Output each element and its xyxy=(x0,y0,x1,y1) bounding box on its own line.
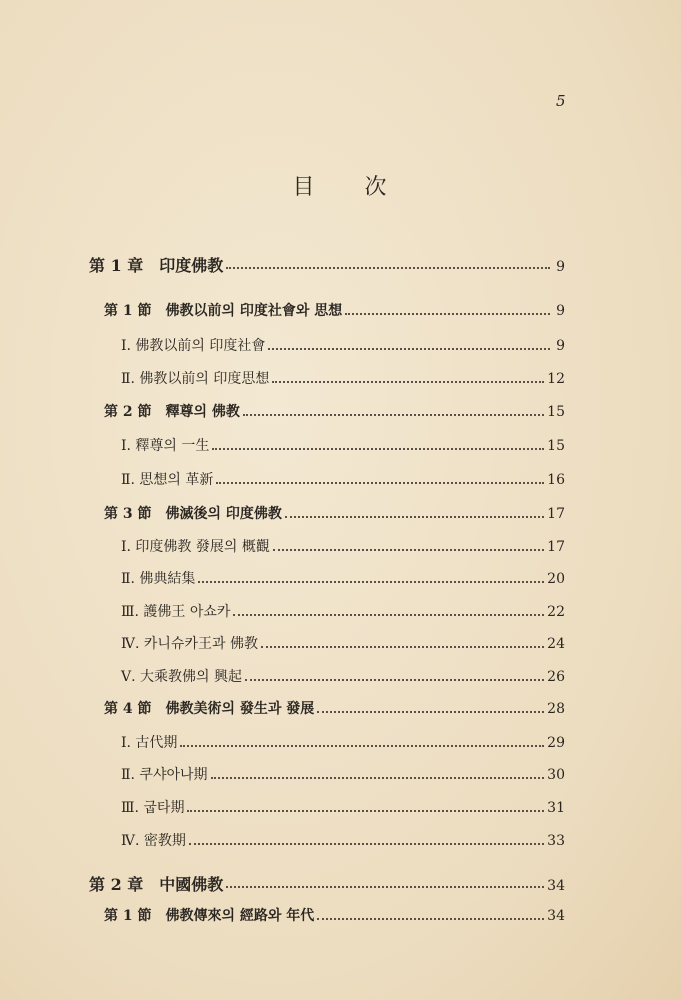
leader-dots xyxy=(273,548,544,551)
toc-page: 12 xyxy=(547,371,565,387)
toc-page: 34 xyxy=(547,908,565,924)
toc-section xyxy=(104,698,565,718)
toc-item xyxy=(121,435,565,455)
toc-label: Ⅱ. 佛典結集 xyxy=(121,571,196,587)
leader-dots xyxy=(317,917,544,920)
toc-label: Ⅳ. 密教期 xyxy=(121,833,186,849)
toc-item xyxy=(121,732,565,752)
toc-label: Ⅱ. 思想의 革新 xyxy=(121,472,214,488)
leader-dots xyxy=(245,678,544,681)
leader-dots xyxy=(345,312,550,315)
toc-page: 17 xyxy=(547,506,565,522)
toc-item xyxy=(121,764,565,784)
page-title xyxy=(0,170,681,201)
leader-dots xyxy=(189,842,544,845)
toc-label: Ⅳ. 카니슈카王과 佛教 xyxy=(121,636,258,652)
leader-dots xyxy=(198,580,544,583)
toc-item xyxy=(121,368,565,388)
toc-label: Ⅱ. 쿠샤아나期 xyxy=(121,767,208,783)
leader-dots xyxy=(261,645,544,648)
toc-page: 20 xyxy=(547,571,565,587)
toc-page: 16 xyxy=(547,472,565,488)
toc-label: Ⅰ. 佛教以前의 印度社會 xyxy=(121,338,266,354)
toc-page: 28 xyxy=(547,701,565,717)
toc-page: 26 xyxy=(547,669,565,685)
leader-dots xyxy=(216,481,544,484)
title-char-left: 目 xyxy=(292,175,317,200)
toc-label: 第 1 節 佛教傳來의 經路와 年代 xyxy=(104,908,315,924)
toc-label: Ⅰ. 印度佛教 發展의 概觀 xyxy=(121,539,270,555)
toc-section xyxy=(104,503,565,523)
title-char-right: 次 xyxy=(364,175,389,200)
leader-dots xyxy=(272,380,544,383)
toc-page: 15 xyxy=(547,404,565,420)
leader-dots xyxy=(226,885,544,888)
toc-label: Ⅴ. 大乘教佛의 興起 xyxy=(121,669,242,685)
leader-dots xyxy=(233,613,544,616)
toc-label: 第 1 節 佛教以前의 印度社會와 思想 xyxy=(104,303,343,319)
toc-item xyxy=(121,666,565,686)
leader-dots xyxy=(187,809,544,812)
toc-label: 第 2 章 中國佛教 xyxy=(89,875,224,894)
toc-page: 15 xyxy=(547,438,565,454)
leader-dots xyxy=(268,347,550,350)
toc-item xyxy=(121,335,565,355)
toc-page: 33 xyxy=(547,833,565,849)
leader-dots xyxy=(180,744,544,747)
toc-item xyxy=(121,601,565,621)
leader-dots xyxy=(226,266,550,269)
leader-dots xyxy=(211,776,545,779)
leader-dots xyxy=(285,515,544,518)
toc-section xyxy=(104,300,565,320)
toc-label: Ⅲ. 護佛王 아쇼카 xyxy=(121,604,231,620)
leader-dots xyxy=(212,447,544,450)
toc-page: 22 xyxy=(547,604,565,620)
page-number: 5 xyxy=(556,92,566,110)
toc-item xyxy=(121,633,565,653)
toc-label: Ⅱ. 佛教以前의 印度思想 xyxy=(121,371,270,387)
toc-chapter xyxy=(89,872,565,895)
toc-item xyxy=(121,469,565,489)
toc-page: 34 xyxy=(547,878,565,894)
toc-label: Ⅰ. 釋尊의 一生 xyxy=(121,438,210,454)
toc-item xyxy=(121,797,565,817)
toc-label: 第 1 章 印度佛教 xyxy=(89,256,224,275)
toc-item xyxy=(121,536,565,556)
toc-label: 第 3 節 佛滅後의 印度佛教 xyxy=(104,506,282,522)
toc-page: 31 xyxy=(547,800,565,816)
toc-label: Ⅲ. 굽타期 xyxy=(121,800,185,816)
toc-item xyxy=(121,830,565,850)
leader-dots xyxy=(317,710,544,713)
toc-label: Ⅰ. 古代期 xyxy=(121,735,178,751)
toc-page: 30 xyxy=(547,767,565,783)
toc-label: 第 2 節 釋尊의 佛教 xyxy=(104,404,240,420)
toc-label: 第 4 節 佛教美術의 發生과 發展 xyxy=(104,701,315,717)
toc-section xyxy=(104,401,565,421)
toc-page: 9 xyxy=(556,259,565,275)
toc-item xyxy=(121,568,565,588)
toc-page: 9 xyxy=(556,338,565,354)
leader-dots xyxy=(243,413,544,416)
toc-page: 9 xyxy=(556,303,565,319)
toc-chapter xyxy=(89,253,565,276)
toc-section xyxy=(104,905,565,925)
toc-page: 17 xyxy=(547,539,565,555)
toc-page: 29 xyxy=(547,735,565,751)
toc-page: 24 xyxy=(547,636,565,652)
